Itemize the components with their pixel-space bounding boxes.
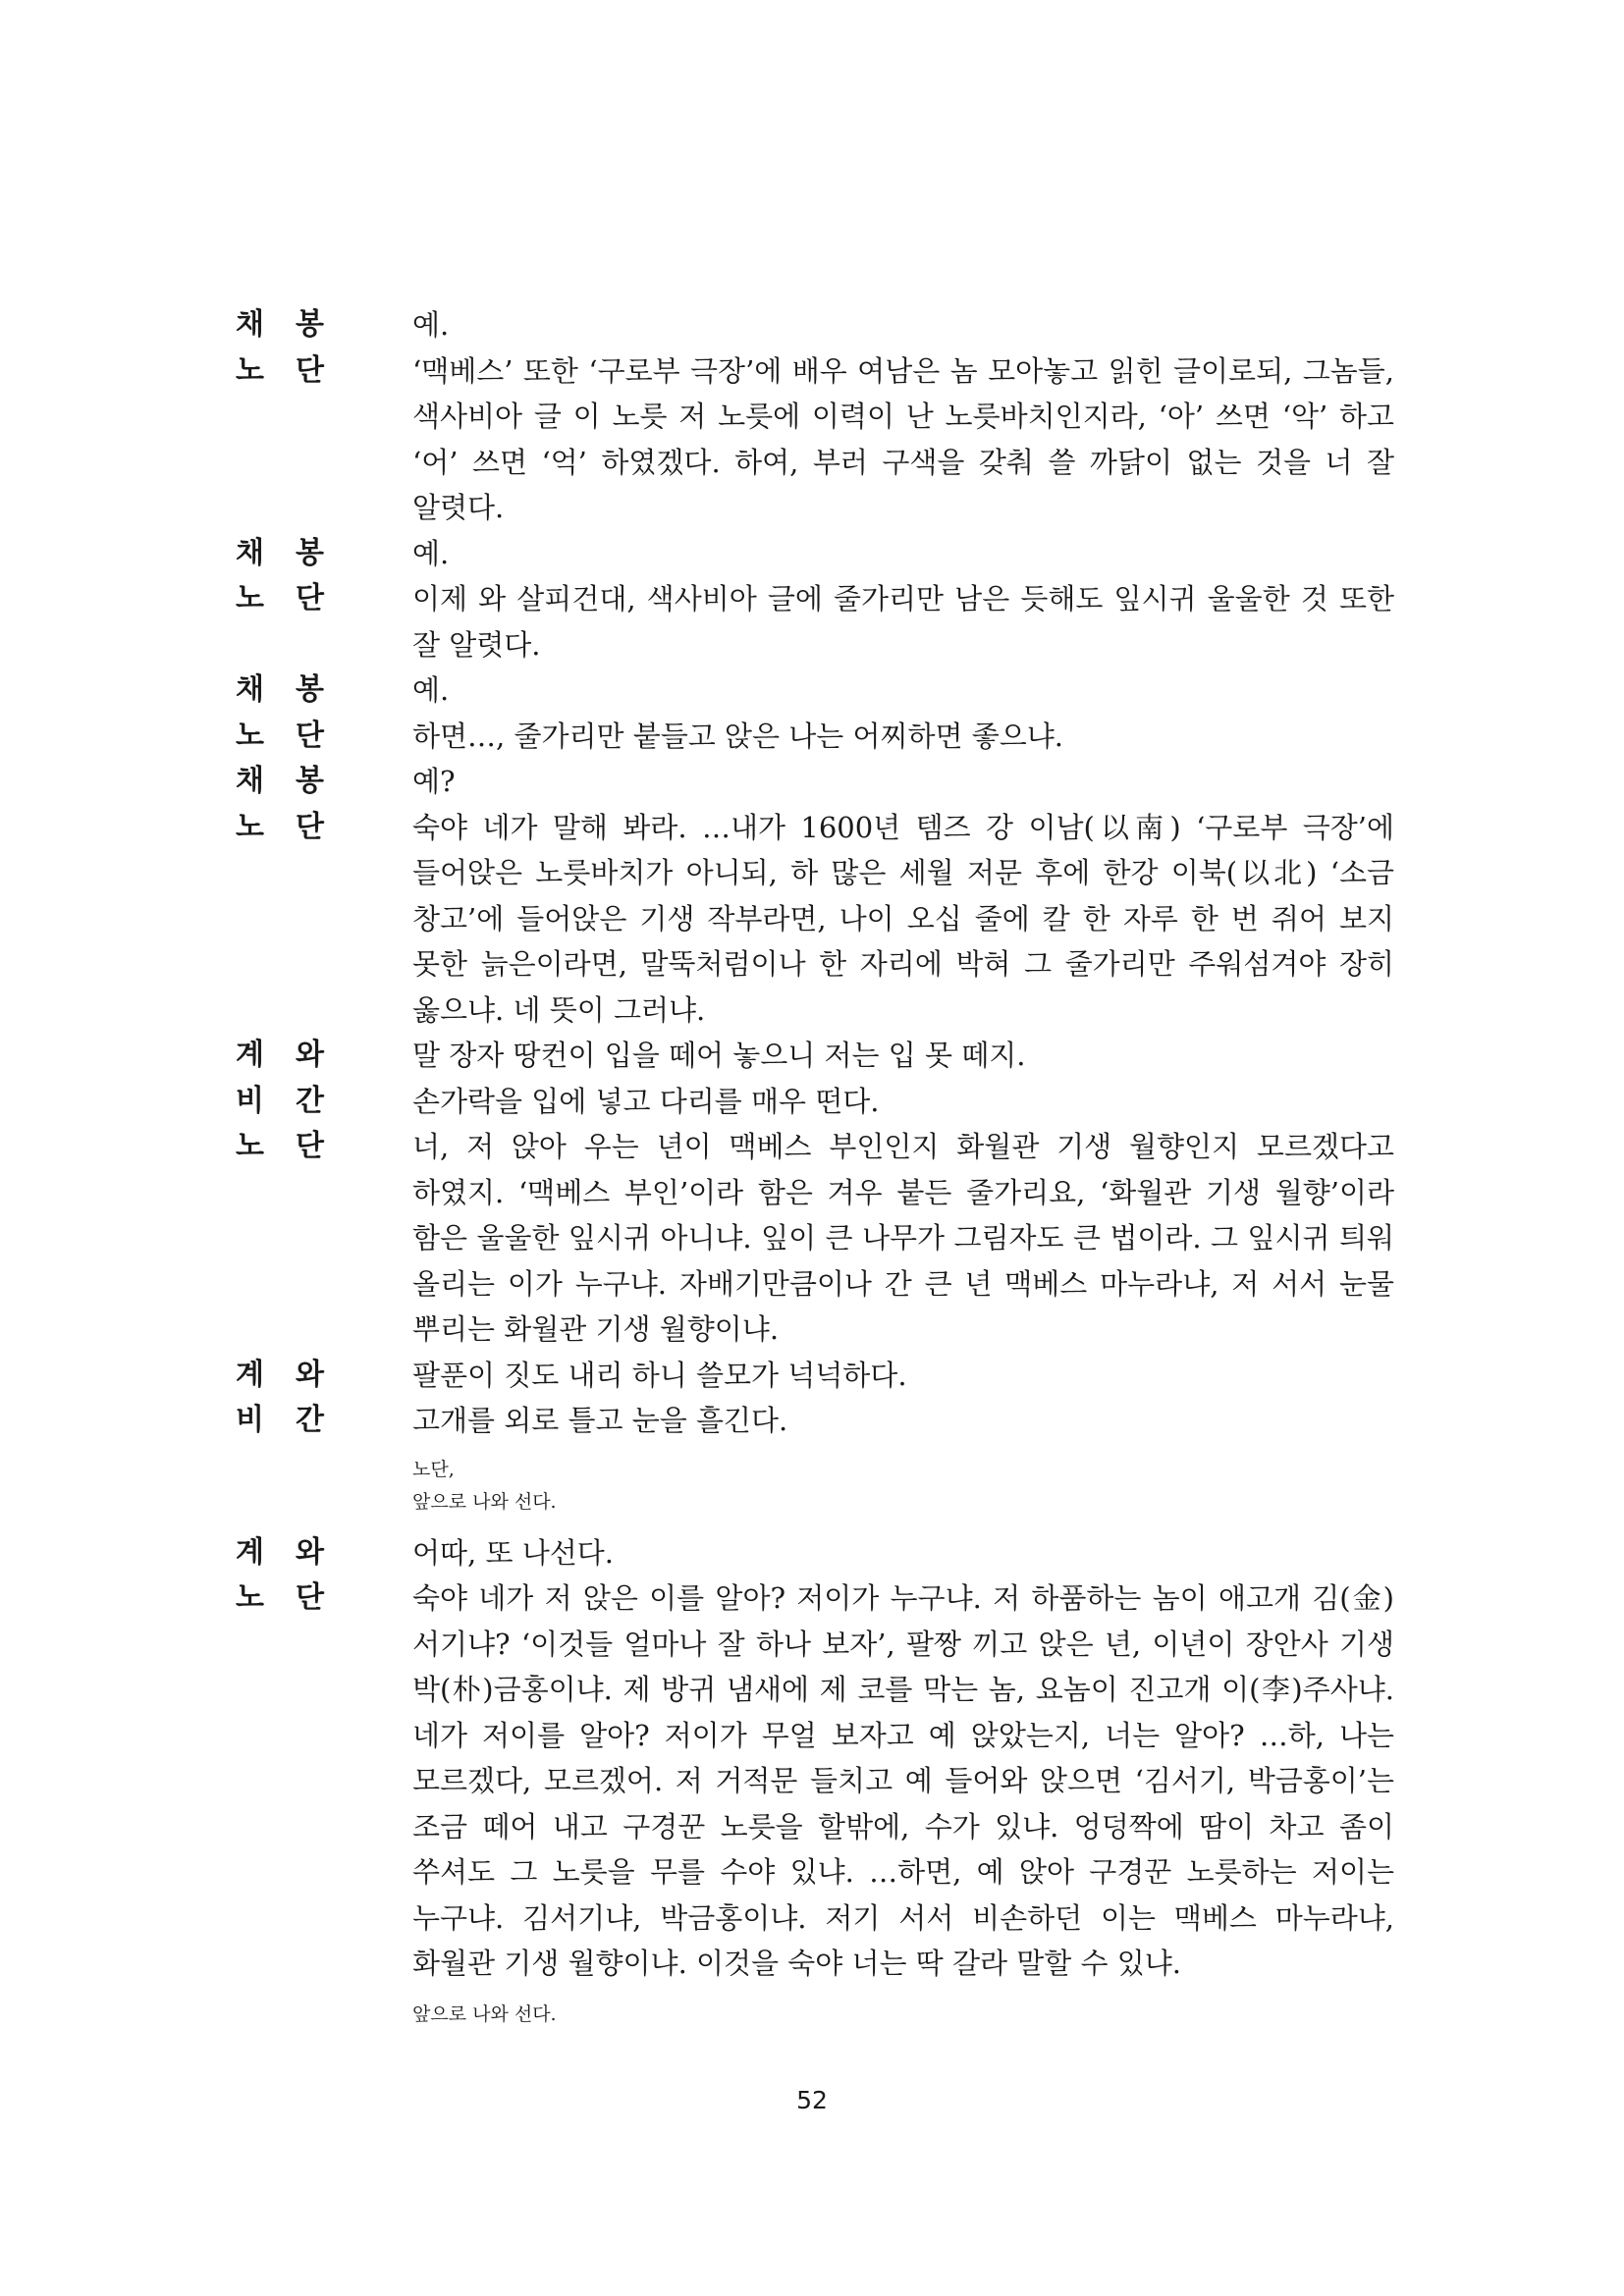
speaker-name: 계와 [236, 1357, 355, 1392]
speaker-name: 노단 [236, 352, 355, 388]
stage-direction [412, 1987, 1394, 2043]
speaker-name: 노단 [236, 809, 355, 844]
stage-direction-line: 앞으로 나와 선다. [412, 1490, 557, 1513]
dialogue-text: 손가락을 입에 넣고 다리를 매우 떤다. [412, 1084, 880, 1118]
dialogue-text: 하면…, 줄가리만 붙들고 앉은 나는 어찌하면 좋으냐. [412, 719, 1064, 753]
dialogue-text: 예? [412, 765, 456, 798]
dialogue-line [236, 1530, 1394, 1576]
speaker-name: 비간 [236, 1083, 355, 1118]
dialogue-line [236, 759, 1394, 805]
dialogue-line [236, 1079, 1394, 1125]
dialogue-text: 숙야 네가 저 앉은 이를 알아? 저이가 누구냐. 저 하품하는 놈이 애고개 김(金)서기냐? ‘이것들 얼마나 잘 하나 보자’, 팔짱 끼고 앉은 년, 이년이 장안사 기생 박(朴)금홍이냐. 제 방귀 냄새에 제 코를 막는 놈, 요놈이 진고개 이(李)주사냐. 네가 저이를 알아? 저이가 무얼 보자고 예 앉았는지, 너는 알아? …하, 나는 모르겠다, 모르겠어. 저 거적문 들치고 예 들어와 앉으면 ‘김서기, 박금홍이’는 조금 떼어 내고 구경꾼 노릇을 할밖에, 수가 있냐. 엉덩짝에 땀이 차고 좀이 쑤셔도 그 노릇을 무를 수야 있냐. …하면, 예 앉아 구경꾼 노릇하는 저이는 누구냐. 김서기냐, 박금홍이냐. 저기 서서 비손하던 이는 맥베스 마누라냐, 화월관 기생 월향이냐. 이것을 숙야 너는 딱 갈라 말할 수 있냐. [412, 1581, 1394, 1980]
speaker-name: 노단 [236, 1129, 355, 1163]
dialogue-line [236, 1033, 1394, 1079]
dialogue-line [236, 805, 1394, 1034]
script-body [236, 302, 1394, 2043]
dialogue-text: 예. [412, 536, 450, 570]
speaker-name: 채봉 [236, 672, 355, 707]
dialogue-text: 너, 저 앉아 우는 년이 맥베스 부인인지 화월관 기생 월향인지 모르겠다고 하였지. ‘맥베스 부인’이라 함은 겨우 붙든 줄가리요, ‘화월관 기생 월향’이라 함은 울울한 잎시귀 아니냐. 잎이 큰 나무가 그림자도 큰 법이라. 그 잎시귀 틔워 올리는 이가 누구냐. 자배기만큼이나 간 큰 년 맥베스 마누라냐, 저 서서 눈물 뿌리는 화월관 기생 월향이냐. [412, 1130, 1394, 1346]
speaker-name: 계와 [236, 1038, 355, 1072]
page-number: 52 [796, 2086, 828, 2114]
speaker-name: 노단 [236, 718, 355, 753]
speaker-name: 계와 [236, 1534, 355, 1570]
dialogue-text: 팔푼이 짓도 내리 하니 쓸모가 넉넉하다. [412, 1358, 907, 1392]
speaker-name: 채봉 [236, 535, 355, 570]
dialogue-line [236, 714, 1394, 760]
dialogue-text: 이제 와 살피건대, 색사비아 글에 줄가리만 남은 듯해도 잎시귀 울울한 것 또한 잘 알렷다. [412, 582, 1394, 662]
speaker-name: 노단 [236, 1580, 355, 1615]
dialogue-line [236, 667, 1394, 714]
dialogue-line [236, 576, 1394, 667]
stage-direction-line: 노단, [412, 1458, 455, 1480]
dialogue-text: 숙야 네가 말해 봐라. …내가 1600년 템즈 강 이남(以南) ‘구로부 극장’에 들어앉은 노릇바치가 아니되, 하 많은 세월 저문 후에 한강 이북(以北) ‘소금 창고’에 들어앉은 기생 작부라면, 나이 오십 줄에 칼 한 자루 한 번 쥐어 보지 못한 늙은이라면, 말뚝처럼이나 한 자리에 박혀 그 줄가리만 주워섬겨야 장히 옳으냐. 네 뜻이 그러냐. [412, 810, 1394, 1027]
stage-direction-line: 앞으로 나와 선다. [412, 2002, 557, 2025]
dialogue-line [236, 531, 1394, 577]
stage-direction [412, 1444, 1394, 1530]
dialogue-line [236, 1398, 1394, 1444]
speaker-name: 비간 [236, 1403, 355, 1437]
speaker-name: 채봉 [236, 764, 355, 798]
dialogue-line [236, 348, 1394, 531]
dialogue-text: 고개를 외로 틀고 눈을 흘긴다. [412, 1404, 788, 1437]
dialogue-text: 예. [412, 308, 450, 342]
speaker-name: 노단 [236, 581, 355, 615]
speaker-name: 채봉 [236, 307, 355, 342]
dialogue-text: ‘맥베스’ 또한 ‘구로부 극장’에 배우 여남은 놈 모아놓고 읽힌 글이로되, 그놈들, 색사비아 글 이 노릇 저 노릇에 이력이 난 노릇바치인지라, ‘아’ 쓰면 ‘악’ 하고 ‘어’ 쓰면 ‘억’ 하였겠다. 하여, 부러 구색을 갖춰 쓸 까닭이 없는 것을 너 잘 알렷다. [412, 353, 1394, 524]
dialogue-line [236, 302, 1394, 348]
dialogue-line [236, 1124, 1394, 1353]
dialogue-text: 말 장자 땅컨이 입을 떼어 놓으니 저는 입 못 떼지. [412, 1039, 1026, 1072]
dialogue-line [236, 1575, 1394, 1987]
dialogue-line [236, 1353, 1394, 1399]
dialogue-text: 예. [412, 673, 450, 707]
dialogue-text: 어따, 또 나선다. [412, 1535, 614, 1570]
